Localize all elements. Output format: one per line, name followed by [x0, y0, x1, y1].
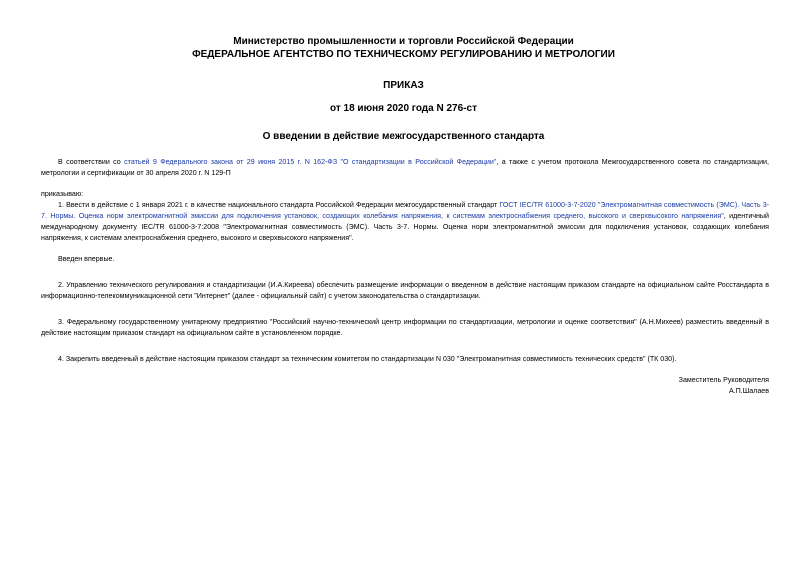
preamble-suffix: , а также с учетом протокола Межгосударственного совета по стандартизации, метрологии и сертификации от 30 апреля 2020 г. N 129-П	[41, 158, 769, 177]
standard-link[interactable]: ГОСТ IEC/TR 61000-3-7-2020 "Электромагнитная совместимость (ЭМС). Часть 3-7. Нормы. Оценка норм электромагнитной эмиссии для подключения установок, создающих колебания напряжения, к системам электроснабжения среднего, высокого и сверхвысокого напряжения"	[41, 201, 769, 220]
document-subject: О введении в действие межгосударственного стандарта	[262, 131, 545, 142]
federal-law-link[interactable]: статьей 9 Федерального закона от 29 июня 2015 г. N 162-ФЗ "О стандартизации в Российской Федерации"	[124, 158, 497, 166]
introduced-first-note: Введен впервые.	[58, 255, 115, 263]
signatory-name: А.П.Шалаев	[728, 387, 769, 395]
document-date: от 18 июня 2020 года N 276-ст	[330, 103, 477, 114]
preamble-prefix: В соответствии со	[58, 158, 125, 166]
document-body	[41, 157, 769, 365]
preamble-paragraph	[41, 157, 769, 179]
item-1-suffix: , идентичный международному документу IEC/TR 61000-3-7:2008 "Электромагнитная совместимость (ЭМС). Часть 3-7. Нормы. Оценка норм электромагнитной эмиссии для подключения установок, создающих колебания напряжения, к системам электроснабжения среднего, высокого и сверхвысокого напряжения".	[41, 212, 769, 242]
order-word: приказываю:	[41, 190, 84, 198]
ministry-name: Министерство промышленности и торговли Российской Федерации	[233, 36, 574, 47]
signatory-position: Заместитель Руководителя	[678, 376, 769, 384]
signature-block	[679, 375, 769, 397]
document-type: ПРИКАЗ	[383, 80, 424, 91]
item-2-paragraph: 2. Управлению технического регулирования и стандартизации (И.А.Киреева) обеспечить размещение информации о введенном в действие настоящим приказом стандарте на официальном сайте Росстандарта в информационно-телекоммуникационной сети "Интернет" (далее - официальный сайт) с учетом законодательства о стандартизации.	[41, 281, 769, 300]
item-1-paragraph	[41, 200, 769, 244]
item-4-paragraph: 4. Закрепить введенный в действие настоящим приказом стандарт за техническим комитетом по стандартизации N 030 "Электромагнитная совместимость технических средств" (ТК 030).	[58, 355, 677, 363]
agency-name: ФЕДЕРАЛЬНОЕ АГЕНТСТВО ПО ТЕХНИЧЕСКОМУ РЕГУЛИРОВАНИЮ И МЕТРОЛОГИИ	[192, 49, 615, 60]
item-1-prefix: 1. Ввести в действие с 1 января 2021 г. в качестве национального стандарта Российской Федерации межгосударственный стандарт	[58, 201, 500, 209]
item-3-paragraph: 3. Федеральному государственному унитарному предприятию "Российский научно-технический центр информации по стандартизации, метрологии и оценке соответствия" (А.Н.Михеев) разместить введенный в действие настоящим приказом стандарт на официальном сайте в установленном порядке.	[41, 318, 769, 337]
document-header	[0, 35, 807, 143]
